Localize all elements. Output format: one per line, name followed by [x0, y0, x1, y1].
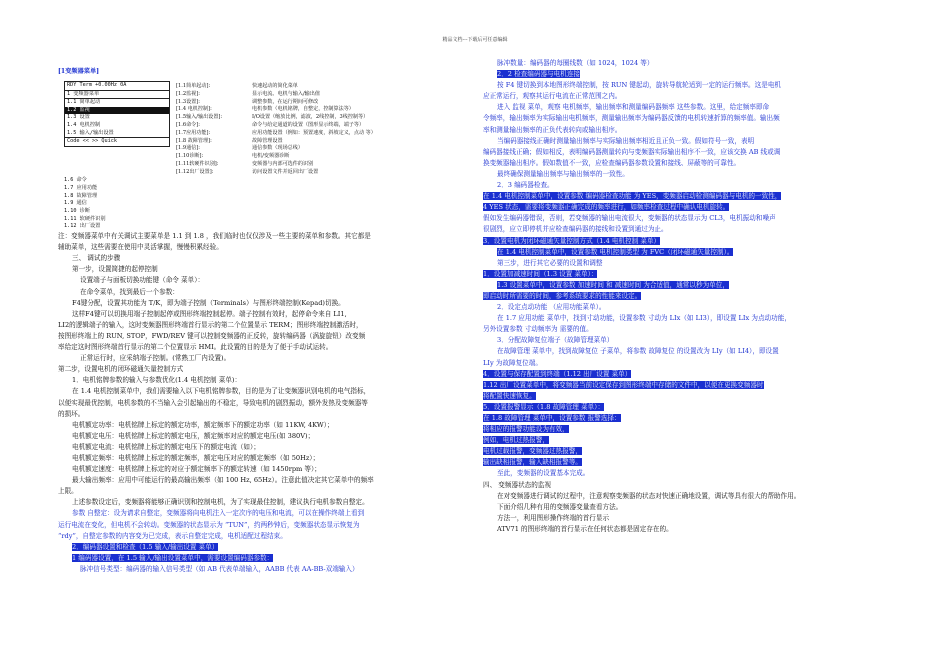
highlighted-text: 5．设置报警显示（1.8 故障管理 菜单）： — [483, 402, 605, 411]
highlighted-text: 即启动时所需要的时间，参考系统要求的性能来设定。 — [483, 291, 642, 300]
paragraph: 按图形终端上的 RUN, STOP，FWD/REV 键可以控制变频器的正反转，旋转编码器（涡旋旋钮）改变频 — [58, 331, 366, 340]
paragraph: 最终确保测量输出频率与输出频率的一致性。 — [497, 169, 629, 178]
paragraph: 编码器接线正确；假如相反，表明编码器测量转向与变频器实际输出相序不一致，应该交换 AB 线或调 — [483, 147, 781, 156]
paragraph: “rdy”，自整定参数的内容变为已完成，表示自整定完成，电机适配过程结束。 — [58, 531, 287, 540]
paragraph: 1．电机铭牌参数的输入与参数优化(1.4 电机控制 菜单)： — [72, 376, 242, 385]
paragraph: 参数 自整定：设为请求自整定，变频器将向电机注入一定次序的电压和电流，可以在操作终端上看到 — [72, 509, 365, 518]
paragraph: 下面介绍几种有用的变频器变量查看方法。 — [497, 502, 623, 511]
lcd-more-item: 1.11 软硬件识别 — [64, 215, 106, 222]
menu-row: [1.8 故障管理]: 故障管理设置 — [176, 137, 283, 144]
menu-row: [1.7应用功能]: 应用功能设置（例如：预置速度，斜坡定义，点动 等） — [176, 129, 376, 136]
paragraph: 辅助菜单，这些需要在使用中灵活掌握，慢慢积累经验。 — [58, 243, 223, 252]
paragraph: 至此，变频器的设置基本完成。 — [497, 469, 590, 478]
paragraph: 在 1.7 应用功能 菜单中，找到寸动功能，设置参数 寸动为 LIx（如 LI3），即设置 LIx 为点动功能， — [497, 314, 791, 323]
paragraph: 按 F4 键切换到本地图形终端控制，按 RUN 键起动，旋转导航轮适到一定的运行频率。这是电机 — [497, 81, 782, 90]
paragraph: LI2的逻辑端子的输入，这时变频器图形终端首行显示的第二个位置显示 TERM；图形终端控制激活时， — [58, 320, 363, 329]
menu-row: [1.3设置]: 调整参数，在运行期间可修改 — [176, 98, 319, 105]
paragraph: 率给定这时图形终端首行显示的第二个位置显示 HMI。此设置的目的是为了便于手动试运转。 — [58, 343, 333, 352]
menu-row: [1.6命令]: 命令与给定通道的设置（图形显示终端，端子等） — [176, 122, 365, 129]
paragraph: 第二步，设置电机的闭环磁通矢量控制方式 — [58, 365, 184, 374]
lcd-more-items — [64, 177, 106, 231]
paragraph: 进入 监视 菜单，观察 电机频率，输出频率和测量编码器频率 这些参数。这里，给定频率即命 — [497, 103, 770, 112]
menu-row: [1.12出厂设置]: 访问设置文件并返回出厂设置 — [176, 168, 319, 175]
paragraph: 电机额定功率：电机铭牌上标定的额定功率，额定频率下的额定功率（如 11KW, 4KW）； — [72, 420, 334, 429]
highlighted-text: 将配置快速恢复。 — [483, 391, 536, 400]
paragraph: 正常运行时，应采纳端子控制。(常熟工厂内设置)。 — [80, 354, 231, 363]
paragraph: 在 1.4 电机控制菜单中，我们需要输入以下电机铭牌参数，目的是为了让变频器识别电机的电气指标， — [72, 387, 371, 396]
paragraph: 脉冲信号类型：编码器的输入信号类型（如 AB 代表单端输入，AABB 代表 AA-BB-双端输入） — [80, 564, 359, 573]
lcd-item[interactable]: 1.1 简单起动 — [67, 99, 101, 106]
right-column — [483, 58, 903, 535]
highlighted-text: 在 1.4 电机控制菜单中，设置参数 电机控制类型 为 FVC（闭环磁通矢量控制）。 — [497, 247, 734, 256]
highlighted-text: 在 1.8 故障管理 菜单中，设置参数 报警选择： — [483, 414, 621, 422]
paragraph: 另外设置参数 寸动频率为 需要的值。 — [483, 325, 593, 334]
lcd-item[interactable]: 1.3 设置 — [67, 114, 90, 121]
highlighted-text: 例如，电机过热报警， — [483, 436, 549, 445]
paragraph: 电机额定速度：电机铭牌上标定的对应于额定频率下的额定转速（如 1450rpm 等）； — [72, 465, 321, 474]
paragraph: 令频率，输出频率为实际输出电机频率，测量输出频率为编码器反馈的电机转速折算的频率值。输出频 — [483, 114, 780, 123]
paragraph: 第三步，进行其它必要的设置和调整 — [497, 258, 603, 267]
paragraph: 很剧烈，应立即停机并应检查编码器的接线和设置到通过为止。 — [483, 225, 668, 234]
paragraph: 方法一，利用图形操作终端的首行显示 — [497, 513, 610, 522]
paragraph: 2．设定点动功能 （应用功能菜单）。 — [497, 303, 606, 312]
paragraph: 电机额定频率：电机铭牌上标定的额定频率，额定电压对应的额定频率（如 50Hz）； — [72, 453, 320, 462]
lcd-more-item: 1.6 命令 — [64, 177, 87, 184]
paragraph: 在对变频器进行调试的过程中，注意观察变频器的状态对快速正确地设置，调试等具有很大的帮助作用。 — [497, 491, 801, 500]
paragraph: 在命令菜单，找到最后一个参数： — [80, 287, 179, 296]
menu-row: [1.1简单起动]: 快速起动的简化菜单 — [176, 83, 298, 90]
paragraph: 设置端子与面板切换功能键（命令 菜单）： — [80, 276, 205, 285]
lcd-menu-name: 1 变频器菜单 — [65, 91, 169, 100]
lcd-item[interactable]: 1.5 输入/输出设置 — [65, 130, 169, 139]
menu-description-table — [176, 83, 376, 177]
highlighted-text: 1.12 出厂设置菜单中，将变频器当前设定保存到图形终端中存储的文件中，以便在更换变频器时 — [483, 380, 764, 389]
menu-row: [1.2监视]: 显示电流、电机与输入/输出值 — [176, 90, 320, 97]
paragraph: 脉冲数量：编码器的每圈线数（如 1024，1024 等） — [497, 59, 654, 67]
menu-row: [1.9通信]: 通信参数（现场总线） — [176, 145, 303, 152]
paragraph: 率和测量输出频率的正负代表转向或输出相序。 — [483, 125, 622, 134]
lcd-status-line: RDY Term +0.00Hz 0A — [65, 82, 169, 91]
menu-row: [1.11软硬件识别]: 变频器与内部可选件的识别 — [176, 161, 314, 168]
paragraph: 这样F4键可以切换用端子控制起停或图形终端控制起停。端子控制有效时，起停命令来自 LI1, — [72, 309, 347, 318]
menu-panel — [64, 81, 473, 231]
paragraph: 在故障管理 菜单中，找到故障复位 子菜单，将参数 故障复位 的设置改为 LIy（如 LI4），即设置 — [497, 347, 779, 356]
paragraph: 上限。 — [58, 487, 78, 496]
menu-row: [1.10诊断]: 电机/变频器诊断 — [176, 153, 290, 160]
paragraph: 假如发生编码器错误，否则，若变频器的输出电流很大，变频器的状态显示为 CL3，电机振动和噪声 — [483, 214, 776, 223]
page-header: 精品文档---下载后可任意编辑 — [442, 37, 508, 43]
lcd-item-selected[interactable]: 1.2 监视 — [65, 107, 169, 115]
menu-title: [1变频器菜单] — [58, 68, 100, 75]
highlighted-text: 输出缺相报警，输入缺相报警等。 — [483, 458, 582, 467]
paragraph: 换变频器输出相序。假如数值不一致，应检查编码器参数设置和接线、屏蔽等的可靠性。 — [483, 158, 741, 167]
paragraph: 电机额定电压：电机铭牌上标定的额定电压，额定频率对应的额定电压(如 380V)； — [72, 431, 315, 440]
highlighted-text: 2．2 检查编码器与电机连接 — [497, 70, 581, 79]
paragraph: 电机额定电流：电机铭牌上标定的额定电压下的额定电流（如）； — [72, 442, 260, 451]
section-heading: 三、 调试的步骤 — [72, 254, 121, 263]
paragraph: 第一步，设置简捷的起停控制 — [72, 265, 158, 274]
lcd-item[interactable]: 1.4 电机控制 — [67, 122, 101, 129]
paragraph: 2．3 编码器检查。 — [497, 181, 554, 190]
highlighted-text: 1.3 设置菜单中，设置参数 加速时间 和 减速时间 为合适值，通常以秒为单位， — [497, 280, 729, 289]
highlighted-text: 将相应的报警功能设为有效， — [483, 425, 569, 434]
highlighted-text: 电机过载报警，变频器过热报警， — [483, 447, 582, 456]
lcd-display — [64, 81, 170, 147]
paragraph: 3．分配故障复位端子（故障管理菜单） — [497, 336, 614, 345]
highlighted-text: 3．设置电机为闭环磁通矢量控制方式（1.4 电机控制 菜单） — [483, 236, 661, 245]
left-column — [58, 58, 473, 575]
paragraph: 上述参数设定后，变频器将能够正确识别和控制电机，为了实现最佳控制，建议执行电机参数自整定。 — [72, 498, 369, 507]
paragraph: 注：变频器菜单中有关调试主要菜单是 1.1 到 1.8 ，我们临时也仅仅涉及一些主要的菜单和参数。其它都是 — [58, 232, 371, 241]
section-heading: 四、 变频器状态的监视 — [483, 480, 552, 489]
paragraph: F4键分配，设置其功能为 T/K，即为端子控制（Terminals）与图形终端控制(Kepad)切换。 — [72, 298, 345, 307]
lcd-more-item: 1.9 通信 — [64, 200, 87, 207]
lcd-more-item: 1.12 出厂设置 — [64, 223, 101, 230]
highlighted-text: 4 YES 状态，需要将变频器正确完成的频率进行，如频率检查过程中确认电机旋转。 — [483, 203, 730, 212]
lcd-more-item: 1.8 故障管理 — [64, 192, 98, 199]
paragraph: 运行电流在变化，但电机不会转动。变频器的状态显示为 “TUN”，约两秒钟后，变频器状态显示恢复为 — [58, 520, 360, 529]
paragraph: 的损坏。 — [58, 409, 85, 418]
paragraph: 当编码器接线正确时测量输出频率与实际输出频率相近且正负一致。假如符号一致，表明 — [497, 136, 755, 145]
paragraph: 以便实现最优控制，电机参数的不当输入会引起输出的不稳定，导致电机的剧烈振动，额外发热及变频器等 — [58, 398, 368, 407]
highlighted-text: 4．设置与保存配置到终端（1.12 出厂设置 菜单） — [483, 369, 632, 378]
highlighted-text: 1．设置加减速时间（1.3 设置 菜单）： — [483, 269, 598, 278]
lcd-softkeys[interactable]: Code << >> Quick — [67, 138, 117, 145]
lcd-more-item: 1.10 诊断 — [64, 207, 90, 214]
paragraph: LIy 为故障复位端。 — [483, 358, 542, 367]
highlighted-text: 在 1.4 电机控制菜单中，设置参数 编码器检查功能 为 YES，变频器启动检测编码器与电机的一致性， — [483, 192, 782, 201]
lcd-more-item: 1.7 应用功能 — [64, 184, 98, 191]
menu-row: [1.4 电机控制]: 电机参数（电机铭牌，自整定，控制算法等） — [176, 106, 354, 113]
paragraph: 最大输出频率：应用中可能运行的最高输出频率（如 100 Hz, 65Hz）。注意此值决定其它菜单中的频率 — [72, 476, 374, 485]
paragraph: ATV71 的图形终端的首行显示在任何状态都是固定存在的。 — [497, 524, 673, 533]
menu-row: [1.5输入/输出设置]: I/O设置（缩放比例，滤波，2线控制，3线控制等） — [176, 114, 369, 121]
highlighted-text: 2．编码器设置和检查（1.5 输入/输出设置 菜单） — [72, 542, 219, 551]
highlighted-text: 1 编码器设置，在 1.5 输入/输出设置菜单中，需要设置编码器参数： — [72, 553, 274, 562]
paragraph: 应正常运行，观察其运行电流在正常范围之内。 — [483, 92, 622, 101]
